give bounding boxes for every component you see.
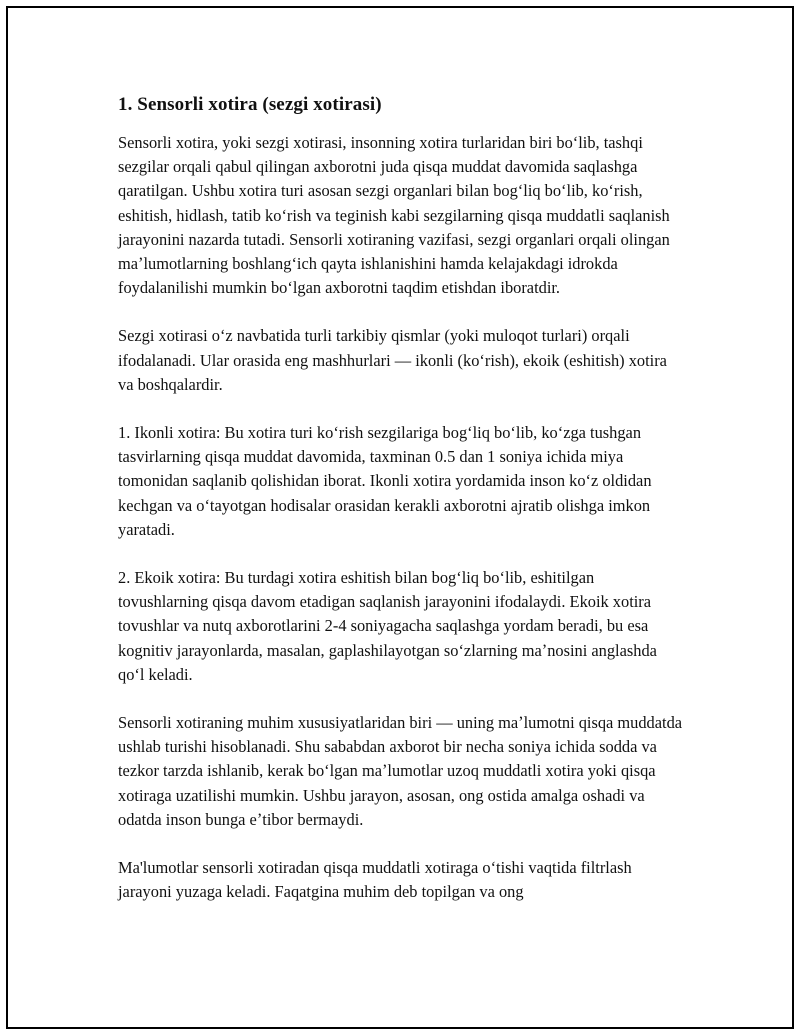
document-body: [118, 92, 686, 928]
paragraph-intro: Sensorli xotira, yoki sezgi xotirasi, insonning xotira turlaridan biri boʻlib, tashqi sezgilar orqali qabul qilingan axborotni juda qisqa muddat davomida saqlashga qaratilgan. Ushbu xotira turi asosan sezgi organlari bilan bogʻliq boʻlib, koʻrish, eshitish, hidlash, tatib koʻrish va teginish kabi sezgilarning qisqa muddatli saqlanish jarayonini nazarda tutadi. Sensorli xotiraning vazifasi, sezgi organlari orqali olingan maʼlumotlarning boshlangʻich qayta ishlanishini hamda kelajakdagi idrokda foydalanilishi mumkin boʻlgan axborotni taqdim etishdan iboratdir.: [118, 133, 670, 298]
paragraph-components: Sezgi xotirasi oʻz navbatida turli tarkibiy qismlar (yoki muloqot turlari) orqali ifodalanadi. Ular orasida eng mashhurlari — ikonli (koʻrish), ekoik (eshitish) xotira va boshqalardir.: [118, 326, 667, 394]
section-heading: 1. Sensorli xotira (sezgi xotirasi): [118, 94, 382, 115]
paragraph-filtering: Ma'lumotlar sensorli xotiradan qisqa muddatli xotiraga oʻtishi vaqtida filtrlash jarayoni yuzaga keladi. Faqatgina muhim deb topilgan va ong: [118, 858, 632, 902]
paragraph-key-feature: Sensorli xotiraning muhim xususiyatlaridan biri — uning maʼlumotni qisqa muddatda ushlab turishi hisoblanadi. Shu sababdan axborot bir necha soniya ichida sodda va tezkor tarzda ishlanib, kerak boʻlgan maʼlumotlar uzoq muddatli xotira yoki qisqa xotiraga uzatilishi mumkin. Ushbu jarayon, asosan, ong ostida amalga oshadi va odatda inson bunga eʼtibor bermaydi.: [118, 713, 683, 829]
paragraph-echoic-memory: 2. Ekoik xotira: Bu turdagi xotira eshitish bilan bogʻliq boʻlib, eshitilgan tovushlarning qisqa davom etadigan saqlanish jarayonini ifodalaydi. Ekoik xotira tovushlar va nutq axborotlarini 2-4 soniyagacha saqlashga yordam beradi, bu esa kognitiv jarayonlarda, masalan, gaplashilayotgan soʻzlarning maʼnosini anglashda qoʻl keladi.: [118, 568, 657, 684]
paragraph-iconic-memory: 1. Ikonli xotira: Bu xotira turi koʻrish sezgilariga bogʻliq boʻlib, koʻzga tushgan tasvirlarning qisqa muddat davomida, taxminan 0.5 dan 1 soniya ichida miya tomonidan saqlanib qolishidan iborat. Ikonli xotira yordamida inson koʻz oldidan kechgan va oʻtayotgan hodisalar orasidan kerakli axborotni ajratib olishga imkon yaratadi.: [118, 423, 652, 539]
